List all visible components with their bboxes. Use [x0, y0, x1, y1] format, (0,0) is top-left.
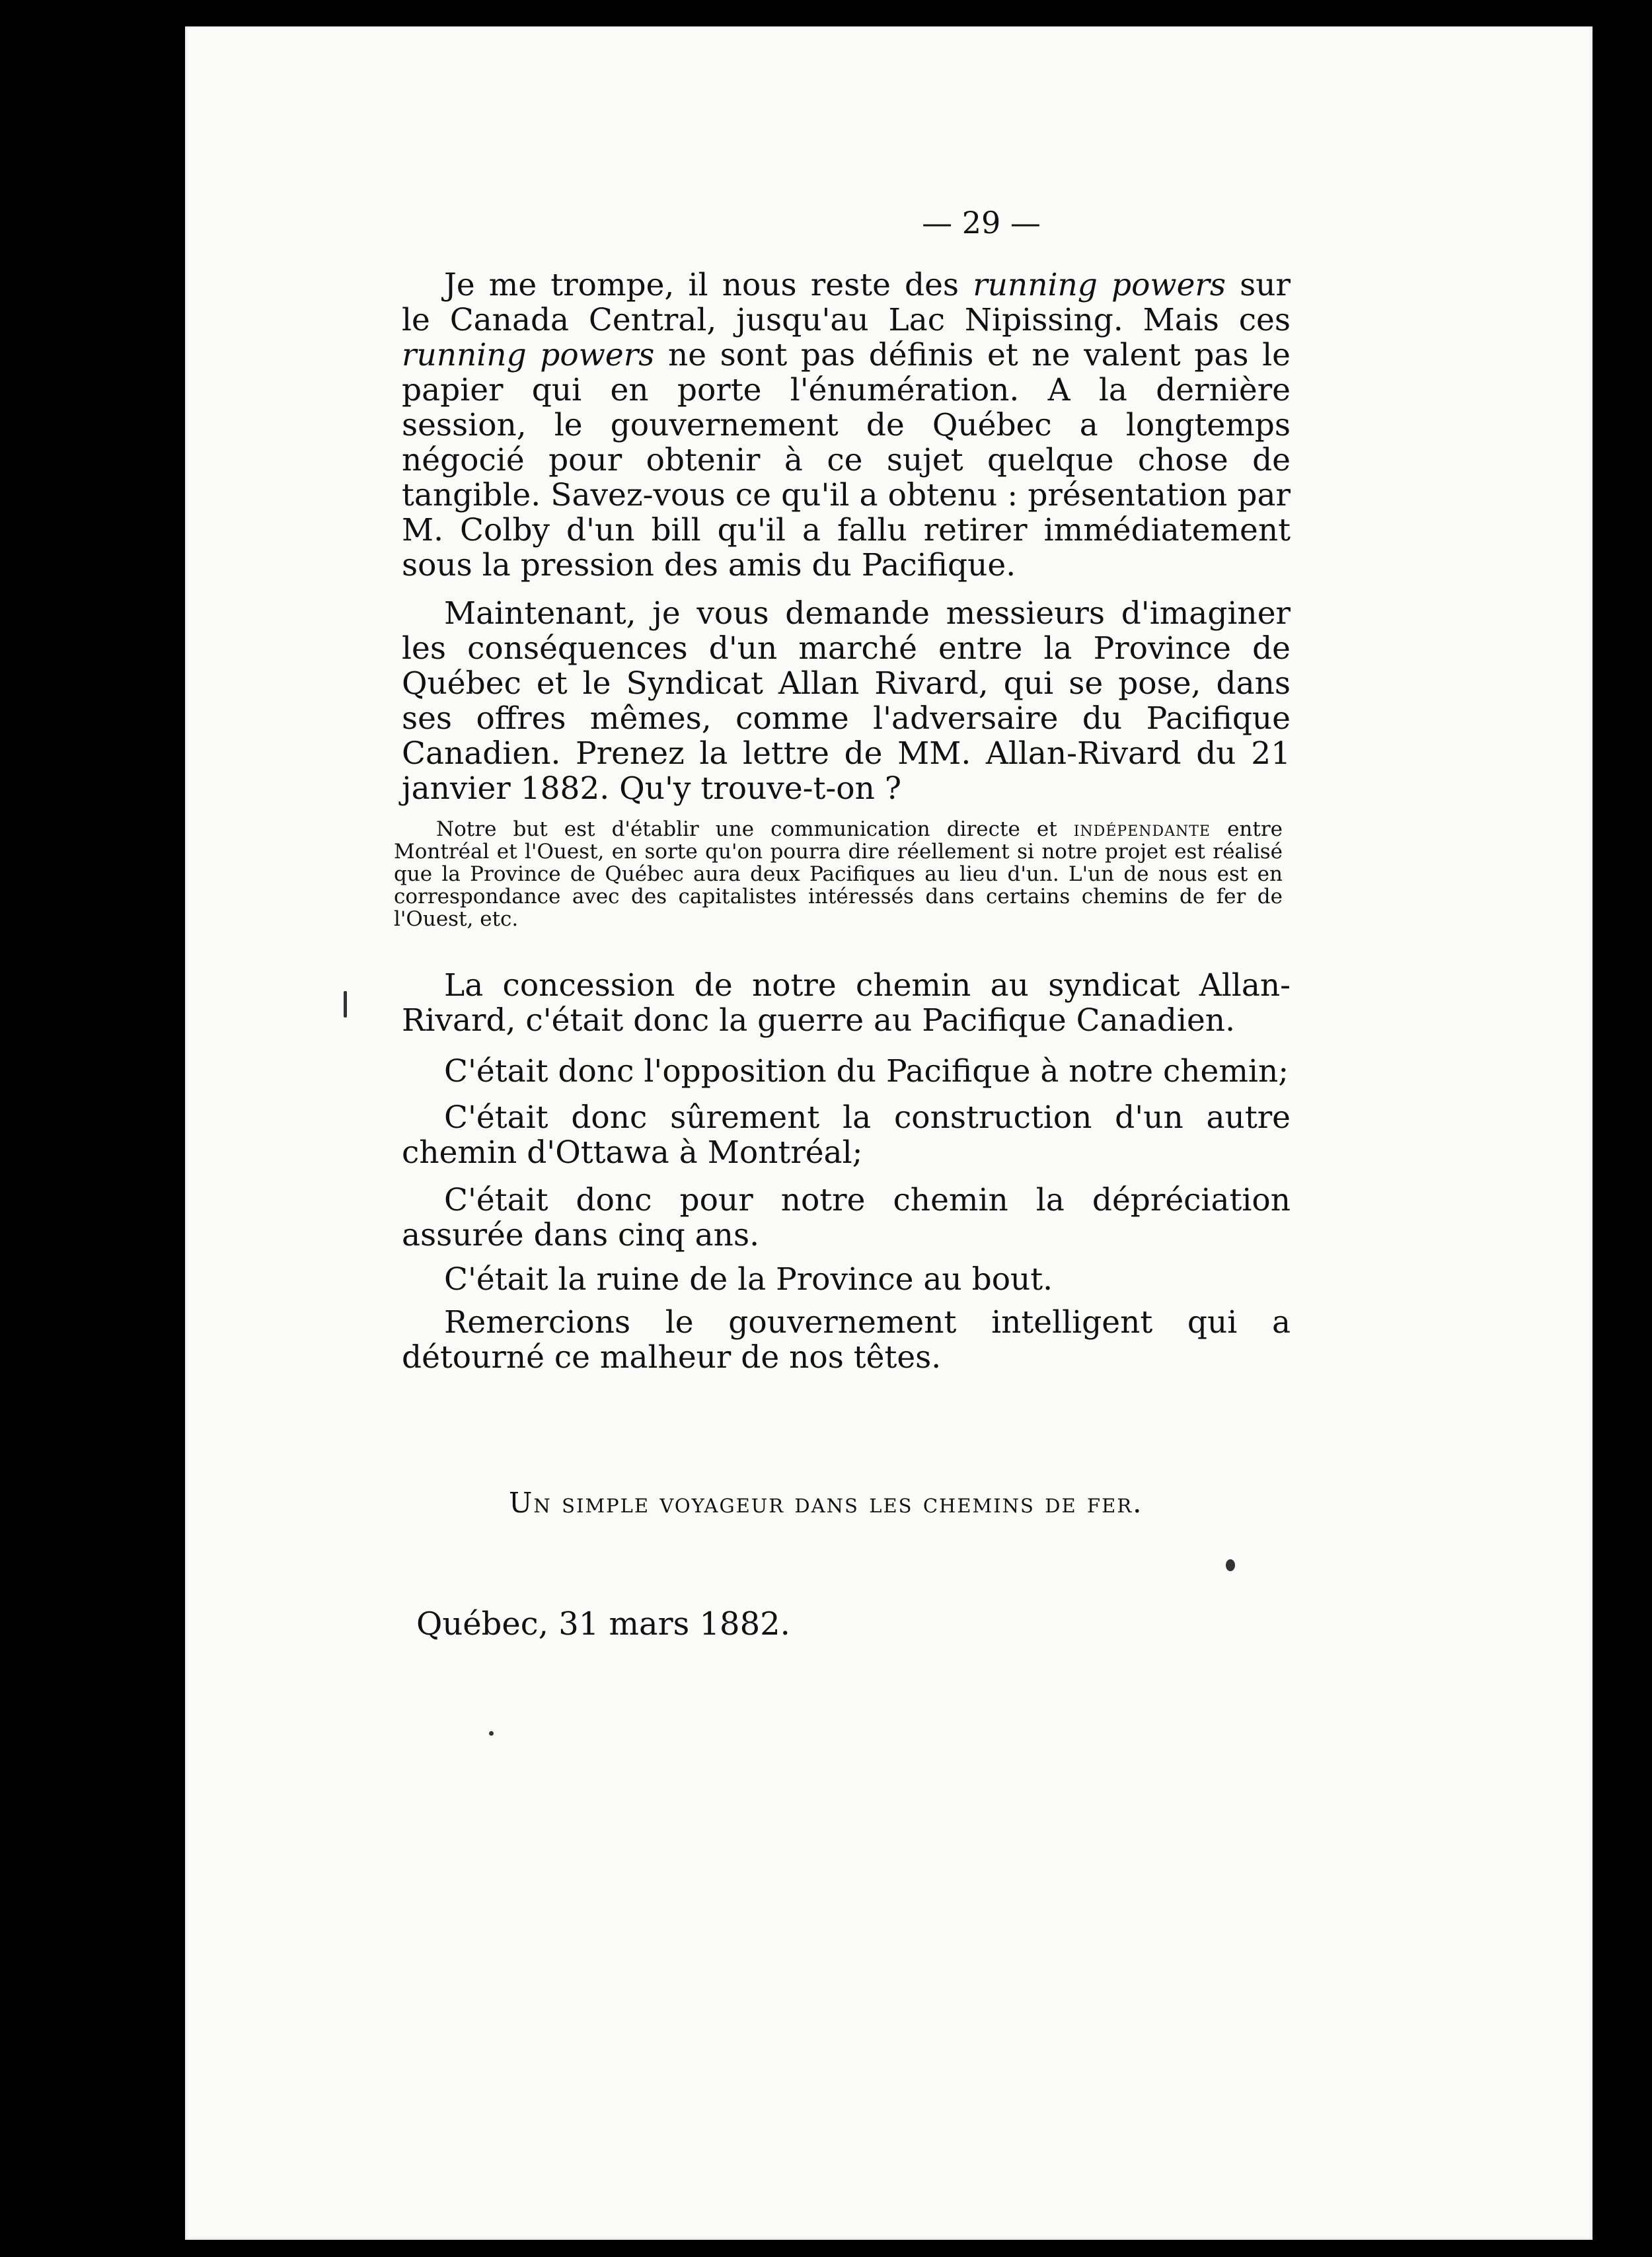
paragraph-concession: La concession de notre chemin au syndicat Allan-Rivard, c'était donc la guerre au Pacifique Canadien. [402, 967, 1291, 1039]
paragraph-remercions: Remercions le gouvernement intelligent qui a détourné ce malheur de nos têtes. [402, 1304, 1291, 1376]
paragraph-depreciation: C'était donc pour notre chemin la dépréciation assurée dans cinq ans. [402, 1182, 1291, 1253]
footnote-smallcaps: indépendante [1073, 817, 1211, 841]
page-number: — 29 — [922, 205, 1041, 240]
quoted-letter-excerpt [394, 818, 1283, 930]
footnote-text: entre Montréal et l'Ouest, en sorte qu'on pourra dire réellement si notre projet est réalisé que la Province de Québec aura deux Pacifiques au lieu d'un. L'un de nous est en correspondance avec des capitalistes intéressés dans certains chemins de fer de l'Ouest, etc. [394, 817, 1283, 931]
margin-mark [344, 991, 347, 1018]
paragraph-construction: C'était donc sûrement la construction d'un autre chemin d'Ottawa à Montréal; [402, 1099, 1291, 1171]
footnote-text: Notre but est d'établir une communication directe et [436, 817, 1074, 841]
paragraph-text: Je me trompe, il nous reste des [444, 267, 973, 303]
signature: Un simple voyageur dans les chemins de fer. [509, 1487, 1143, 1519]
italic-term: running powers [402, 337, 655, 373]
paragraph-opposition: C'était donc l'opposition du Pacifique à notre chemin; [444, 1053, 1289, 1090]
paragraph-running-powers [402, 268, 1291, 583]
paragraph-maintenant: Maintenant, je vous demande messieurs d'imaginer les conséquences d'un marché entre la Province de Québec et le Syndicat Allan Rivard, qui se pose, dans ses offres mêmes, comme l'adversaire du Pacifique Canadien. Prenez la lettre de MM. Allan-Rivard du 21 janvier 1882. Qu'y trouve-t-on ? [402, 595, 1291, 807]
place-date: Québec, 31 mars 1882. [416, 1606, 790, 1643]
page-edge-shadow [1593, 26, 1652, 2240]
ink-speck [1226, 1559, 1235, 1571]
paragraph-text: ne sont pas définis et ne valent pas le papier qui en porte l'énumération. A la dernière session, le gouvernement de Québec a longtemps négocié pour obtenir à ce sujet quelque chose de tangible. Savez-vous ce qu'il a obtenu : présentation par M. Colby d'un bill qu'il a fallu retirer immédiatement sous la pression des amis du Pacifique. [402, 337, 1291, 583]
paragraph-text: sur le Canada Central, jusqu'au Lac Nipissing. Mais ces [402, 267, 1291, 338]
italic-term: running powers [973, 267, 1226, 303]
paragraph-ruine: C'était la ruine de la Province au bout. [444, 1261, 1053, 1298]
ink-speck [489, 1731, 494, 1736]
